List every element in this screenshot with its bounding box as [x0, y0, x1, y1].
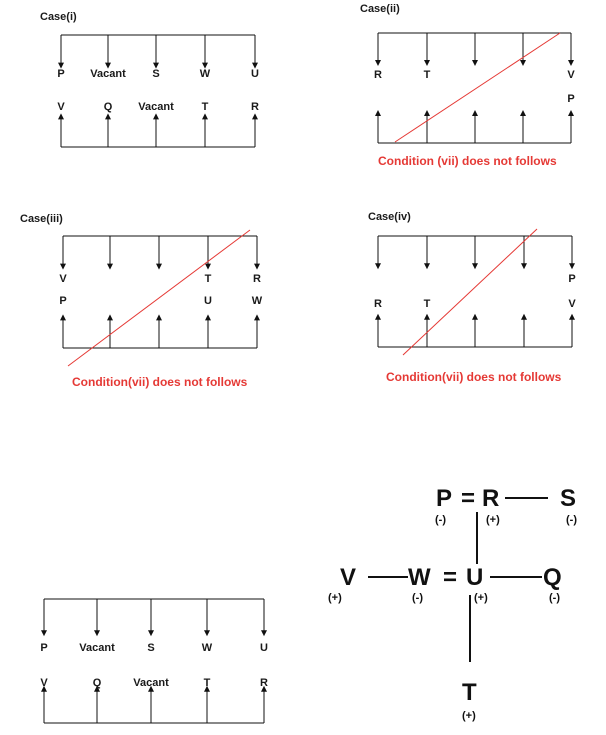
seat-label: P	[57, 68, 65, 80]
seat-label: Q	[103, 101, 113, 113]
arrow-head-up	[569, 314, 575, 320]
gender-sign: (+)	[474, 592, 488, 604]
seat-label: V	[567, 69, 575, 81]
seat-label: R	[251, 101, 259, 113]
arrow-head-down	[205, 264, 211, 270]
family-relation-tree	[328, 485, 577, 722]
arrow-head-up	[202, 113, 208, 119]
arrow-head-down	[261, 630, 267, 636]
seat-label: V	[568, 298, 576, 310]
gender-sign: (+)	[462, 710, 476, 722]
equals-sign: =	[443, 564, 458, 591]
seat-label: T	[201, 101, 209, 113]
arrow-head-up	[252, 113, 258, 119]
case-caption: Case(i)	[40, 11, 77, 23]
arrow-head-up	[156, 314, 162, 320]
final-arrangement-diagram	[40, 599, 268, 723]
seat-label: P	[568, 273, 576, 285]
seat-label: S	[147, 642, 155, 654]
seat-label: Vacant	[138, 101, 174, 113]
person-node: R	[482, 485, 500, 512]
arrow-head-down	[94, 630, 100, 636]
seat-label: W	[201, 642, 213, 654]
arrow-head-up	[153, 113, 159, 119]
seat-label: S	[152, 68, 160, 80]
seat-label: T	[423, 298, 431, 310]
seat-label: U	[260, 642, 268, 654]
arrow-head-down	[375, 263, 381, 269]
arrow-head-up	[375, 110, 381, 116]
seat-label: W	[199, 68, 211, 80]
arrow-head-up	[472, 110, 478, 116]
seat-label: P	[59, 295, 67, 307]
arrow-head-up	[568, 110, 574, 116]
seat-label: P	[567, 93, 575, 105]
arrow-head-down	[107, 264, 113, 270]
seat-label: V	[59, 273, 67, 285]
arrow-head-up	[105, 113, 111, 119]
person-node: V	[340, 564, 357, 591]
seat-label: V	[57, 101, 65, 113]
gender-sign: (+)	[328, 592, 342, 604]
seat-label: Vacant	[79, 642, 115, 654]
strike-line	[403, 229, 537, 355]
equals-sign: =	[461, 485, 476, 512]
arrow-head-up	[521, 314, 527, 320]
person-node: Q	[543, 564, 562, 591]
arrow-head-up	[424, 110, 430, 116]
arrow-head-down	[521, 263, 527, 269]
arrow-head-up	[424, 314, 430, 320]
case-4-diagram	[368, 211, 576, 384]
case-2-diagram	[360, 3, 575, 168]
arrow-head-down	[156, 264, 162, 270]
seat-label: T	[204, 273, 212, 285]
seat-label: P	[40, 642, 48, 654]
person-node: U	[466, 564, 484, 591]
arrow-head-up	[375, 314, 381, 320]
case-caption: Case(iii)	[20, 213, 63, 225]
arrow-head-up	[472, 314, 478, 320]
seat-label: T	[423, 69, 431, 81]
seat-label: R	[260, 677, 268, 689]
seat-label: T	[203, 677, 211, 689]
seat-label: Vacant	[90, 68, 126, 80]
arrow-head-up	[254, 314, 260, 320]
case-3-diagram	[20, 213, 263, 389]
arrow-head-down	[568, 60, 574, 66]
strike-line	[395, 33, 560, 142]
person-node: T	[462, 679, 477, 706]
condition-note: Condition(vii) does not follows	[72, 375, 248, 389]
seat-label: V	[40, 677, 48, 689]
case-caption: Case(ii)	[360, 3, 400, 15]
seat-label: U	[204, 295, 212, 307]
arrow-head-down	[41, 630, 47, 636]
seat-label: R	[253, 273, 261, 285]
seat-label: Vacant	[133, 677, 169, 689]
arrow-head-up	[58, 113, 64, 119]
arrow-head-down	[472, 263, 478, 269]
arrow-head-down	[60, 264, 66, 270]
seat-label: W	[251, 295, 263, 307]
case-caption: Case(iv)	[368, 211, 411, 223]
arrow-head-down	[520, 60, 526, 66]
gender-sign: (-)	[566, 514, 577, 526]
seat-label: R	[374, 298, 382, 310]
arrow-head-down	[424, 60, 430, 66]
person-node: W	[408, 564, 431, 591]
seat-label: R	[374, 69, 382, 81]
arrow-head-up	[520, 110, 526, 116]
gender-sign: (-)	[412, 592, 423, 604]
seat-label: Q	[92, 677, 102, 689]
seat-label: U	[251, 68, 259, 80]
arrow-head-down	[375, 60, 381, 66]
person-node: P	[436, 485, 453, 512]
case-1-diagram	[40, 11, 259, 147]
arrow-head-down	[254, 264, 260, 270]
arrow-head-down	[569, 263, 575, 269]
condition-note: Condition(vii) does not follows	[386, 370, 562, 384]
arrow-head-down	[424, 263, 430, 269]
arrow-head-up	[107, 314, 113, 320]
gender-sign: (+)	[486, 514, 500, 526]
arrow-head-down	[148, 630, 154, 636]
arrow-head-up	[205, 314, 211, 320]
person-node: S	[560, 485, 577, 512]
gender-sign: (-)	[549, 592, 560, 604]
condition-note: Condition (vii) does not follows	[378, 154, 557, 168]
arrow-head-down	[204, 630, 210, 636]
arrow-head-down	[472, 60, 478, 66]
gender-sign: (-)	[435, 514, 446, 526]
arrow-head-up	[60, 314, 66, 320]
